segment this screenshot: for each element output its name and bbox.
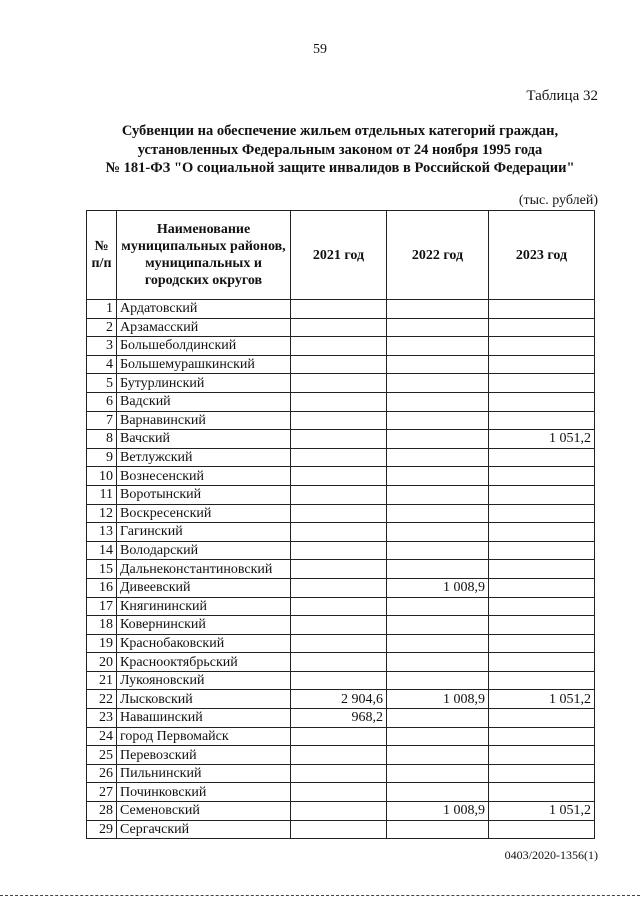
row-name: Ардатовский xyxy=(117,300,291,319)
row-2021 xyxy=(291,764,387,783)
row-2021 xyxy=(291,392,387,411)
title-line-2: установленных Федеральным законом от 24 ноября 1995 года xyxy=(137,141,543,158)
row-2023 xyxy=(489,578,595,597)
row-2021 xyxy=(291,430,387,449)
row-2021 xyxy=(291,504,387,523)
row-number: 23 xyxy=(87,709,117,728)
row-2023 xyxy=(489,374,595,393)
row-2023 xyxy=(489,337,595,356)
row-number: 9 xyxy=(87,448,117,467)
header-2022: 2022 год xyxy=(387,211,489,300)
page-number: 59 xyxy=(313,42,327,57)
row-2023 xyxy=(489,392,595,411)
header-2021: 2021 год xyxy=(291,211,387,300)
row-2021 xyxy=(291,485,387,504)
row-2021 xyxy=(291,653,387,672)
row-name: Краснооктябрьский xyxy=(117,653,291,672)
row-2023 xyxy=(489,448,595,467)
row-number: 11 xyxy=(87,485,117,504)
row-2022 xyxy=(387,541,489,560)
row-2023 xyxy=(489,318,595,337)
row-name: город Первомайск xyxy=(117,727,291,746)
row-2022 xyxy=(387,485,489,504)
table-header-row xyxy=(87,211,595,300)
row-number: 17 xyxy=(87,597,117,616)
units-label: (тыс. рублей) xyxy=(518,193,598,208)
row-2021 xyxy=(291,560,387,579)
title-line-3: № 181-ФЗ "О социальной защите инвалидов в Российской Федерации" xyxy=(105,160,575,176)
row-2023 xyxy=(489,653,595,672)
table-row xyxy=(87,690,595,709)
row-2021 xyxy=(291,727,387,746)
table-row xyxy=(87,411,595,430)
row-2022 xyxy=(387,764,489,783)
table-row xyxy=(87,467,595,486)
row-2023: 1 051,2 xyxy=(489,802,595,821)
row-name: Варнавинский xyxy=(117,411,291,430)
row-2023 xyxy=(489,616,595,635)
table-row xyxy=(87,597,595,616)
table-row xyxy=(87,485,595,504)
row-2021 xyxy=(291,411,387,430)
document-code: 0403/2020-1356(1) xyxy=(504,848,598,862)
row-2022 xyxy=(387,671,489,690)
row-2021 xyxy=(291,374,387,393)
row-2022 xyxy=(387,727,489,746)
row-2022: 1 008,9 xyxy=(387,802,489,821)
row-number: 3 xyxy=(87,337,117,356)
row-2022 xyxy=(387,746,489,765)
row-2022 xyxy=(387,616,489,635)
row-number: 10 xyxy=(87,467,117,486)
row-2022 xyxy=(387,783,489,802)
row-name: Бутурлинский xyxy=(117,374,291,393)
row-2021 xyxy=(291,523,387,542)
row-2021 xyxy=(291,578,387,597)
row-2021 xyxy=(291,597,387,616)
row-2023 xyxy=(489,541,595,560)
table-row xyxy=(87,727,595,746)
row-2022 xyxy=(387,337,489,356)
row-2022 xyxy=(387,634,489,653)
table-row xyxy=(87,616,595,635)
row-2022: 1 008,9 xyxy=(387,690,489,709)
table-row xyxy=(87,541,595,560)
table-row xyxy=(87,523,595,542)
table-row xyxy=(87,337,595,356)
row-2022 xyxy=(387,392,489,411)
row-2021 xyxy=(291,783,387,802)
row-number: 27 xyxy=(87,783,117,802)
row-2023 xyxy=(489,523,595,542)
table-row xyxy=(87,746,595,765)
row-2021 xyxy=(291,746,387,765)
table-label: Таблица 32 xyxy=(526,88,598,104)
row-2022 xyxy=(387,411,489,430)
row-name: Перевозский xyxy=(117,746,291,765)
row-number: 18 xyxy=(87,616,117,635)
table-row xyxy=(87,318,595,337)
row-name: Починковский xyxy=(117,783,291,802)
row-2022: 1 008,9 xyxy=(387,578,489,597)
row-name: Дивеевский xyxy=(117,578,291,597)
document-title xyxy=(70,122,610,178)
table-row xyxy=(87,578,595,597)
row-2021 xyxy=(291,820,387,839)
row-number: 2 xyxy=(87,318,117,337)
row-2023 xyxy=(489,560,595,579)
row-name: Дальнеконстантиновский xyxy=(117,560,291,579)
row-number: 5 xyxy=(87,374,117,393)
row-2023 xyxy=(489,504,595,523)
row-name: Вачский xyxy=(117,430,291,449)
row-name: Навашинский xyxy=(117,709,291,728)
row-number: 20 xyxy=(87,653,117,672)
subventions-table xyxy=(86,210,595,839)
header-2023: 2023 год xyxy=(489,211,595,300)
row-name: Воскресенский xyxy=(117,504,291,523)
row-number: 28 xyxy=(87,802,117,821)
row-name: Сергачский xyxy=(117,820,291,839)
row-number: 6 xyxy=(87,392,117,411)
row-name: Ковернинский xyxy=(117,616,291,635)
row-number: 12 xyxy=(87,504,117,523)
row-2021 xyxy=(291,448,387,467)
row-2023: 1 051,2 xyxy=(489,690,595,709)
row-number: 25 xyxy=(87,746,117,765)
table-row xyxy=(87,430,595,449)
table-row xyxy=(87,504,595,523)
table-row xyxy=(87,374,595,393)
row-2021: 2 904,6 xyxy=(291,690,387,709)
row-name: Лукояновский xyxy=(117,671,291,690)
row-2022 xyxy=(387,653,489,672)
row-number: 19 xyxy=(87,634,117,653)
row-2022 xyxy=(387,504,489,523)
row-number: 15 xyxy=(87,560,117,579)
row-name: Гагинский xyxy=(117,523,291,542)
row-number: 7 xyxy=(87,411,117,430)
row-2023 xyxy=(489,355,595,374)
row-name: Воротынский xyxy=(117,485,291,504)
row-2023 xyxy=(489,746,595,765)
table-row xyxy=(87,783,595,802)
row-2023 xyxy=(489,467,595,486)
row-number: 22 xyxy=(87,690,117,709)
row-2023 xyxy=(489,820,595,839)
row-name: Володарский xyxy=(117,541,291,560)
row-2022 xyxy=(387,355,489,374)
table-row xyxy=(87,709,595,728)
header-name: Наименование муниципальных районов, муниципальных и городских округов xyxy=(117,211,291,300)
header-num: № п/п xyxy=(87,211,117,300)
row-2021 xyxy=(291,671,387,690)
row-2022 xyxy=(387,467,489,486)
row-2021: 968,2 xyxy=(291,709,387,728)
table-row xyxy=(87,634,595,653)
row-2022 xyxy=(387,318,489,337)
row-2023 xyxy=(489,485,595,504)
row-2021 xyxy=(291,467,387,486)
row-2022 xyxy=(387,560,489,579)
row-name: Вадский xyxy=(117,392,291,411)
row-number: 1 xyxy=(87,300,117,319)
row-2022 xyxy=(387,523,489,542)
row-2022 xyxy=(387,430,489,449)
row-2022 xyxy=(387,448,489,467)
table-row xyxy=(87,764,595,783)
row-2021 xyxy=(291,634,387,653)
row-number: 21 xyxy=(87,671,117,690)
row-2021 xyxy=(291,337,387,356)
table-row xyxy=(87,820,595,839)
row-number: 8 xyxy=(87,430,117,449)
table-row xyxy=(87,671,595,690)
row-2022 xyxy=(387,300,489,319)
table-row xyxy=(87,355,595,374)
row-2023 xyxy=(489,727,595,746)
row-2023 xyxy=(489,411,595,430)
row-2021 xyxy=(291,300,387,319)
row-name: Ветлужский xyxy=(117,448,291,467)
row-number: 26 xyxy=(87,764,117,783)
row-2023 xyxy=(489,300,595,319)
row-2023 xyxy=(489,597,595,616)
row-number: 16 xyxy=(87,578,117,597)
table-row xyxy=(87,392,595,411)
row-2021 xyxy=(291,616,387,635)
table-row xyxy=(87,802,595,821)
row-number: 4 xyxy=(87,355,117,374)
row-name: Большемурашкинский xyxy=(117,355,291,374)
row-number: 14 xyxy=(87,541,117,560)
title-line-1: Субвенции на обеспечение жильем отдельных категорий граждан, xyxy=(121,123,559,139)
row-name: Лысковский xyxy=(117,690,291,709)
row-name: Пильнинский xyxy=(117,764,291,783)
row-2023 xyxy=(489,783,595,802)
row-number: 24 xyxy=(87,727,117,746)
row-number: 13 xyxy=(87,523,117,542)
row-name: Арзамасский xyxy=(117,318,291,337)
row-name: Краснобаковский xyxy=(117,634,291,653)
bottom-divider xyxy=(0,895,640,896)
row-name: Вознесенский xyxy=(117,467,291,486)
row-2023 xyxy=(489,764,595,783)
row-2022 xyxy=(387,374,489,393)
row-2022 xyxy=(387,709,489,728)
row-number: 29 xyxy=(87,820,117,839)
row-2023: 1 051,2 xyxy=(489,430,595,449)
table-row xyxy=(87,560,595,579)
row-2023 xyxy=(489,671,595,690)
row-2021 xyxy=(291,802,387,821)
table-row xyxy=(87,300,595,319)
row-2021 xyxy=(291,318,387,337)
row-2023 xyxy=(489,634,595,653)
row-name: Большеболдинский xyxy=(117,337,291,356)
table-row xyxy=(87,653,595,672)
row-name: Княгининский xyxy=(117,597,291,616)
row-2021 xyxy=(291,541,387,560)
row-name: Семеновский xyxy=(117,802,291,821)
row-2022 xyxy=(387,597,489,616)
row-2022 xyxy=(387,820,489,839)
table-row xyxy=(87,448,595,467)
table-body xyxy=(87,300,595,839)
row-2021 xyxy=(291,355,387,374)
row-2023 xyxy=(489,709,595,728)
